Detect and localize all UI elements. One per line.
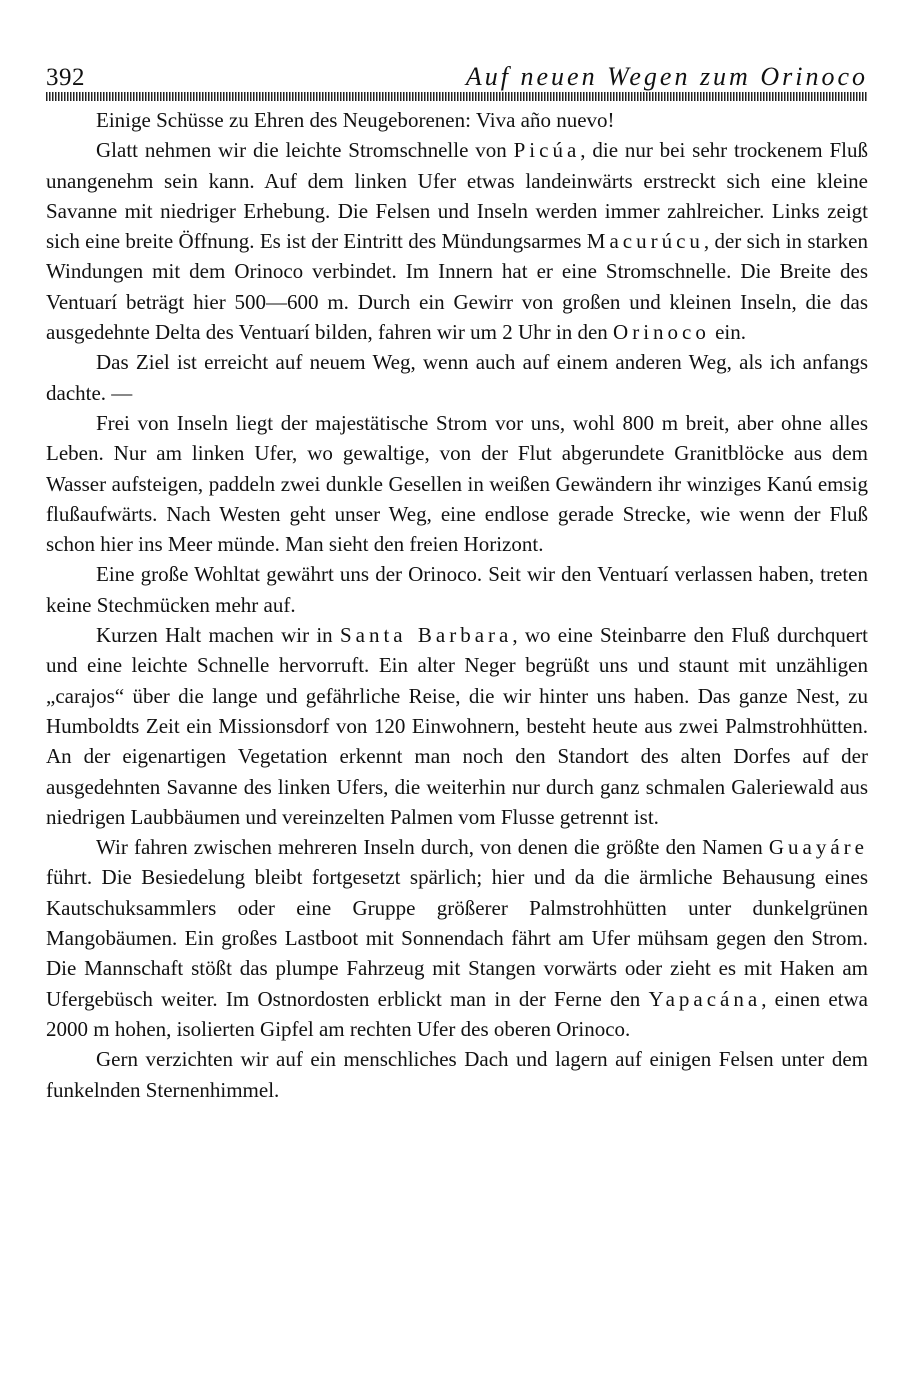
text-run: , einen etwa 2000 m hohen, isolierten Gipfel am rechten Ufer des oberen Orinoco. — [46, 986, 868, 1041]
spaced-name: Guayáre — [768, 835, 868, 860]
text-run: Glatt nehmen wir die leichte Stromschnelle von — [96, 138, 514, 163]
paragraph — [46, 408, 868, 559]
page-number: 392 — [46, 64, 85, 91]
text-run: führt. Die Besiedelung bleibt fortgesetzt spärlich; hier und da die ärmliche Behausung eines Kautschuksammlers oder eine Gruppe größerer Palmstrohhütten unter dunkelgrünen Mangobäumen. Ein großes Lastboot mit Sonnendach fährt am Ufer mühsam gegen den Strom. Die Mannschaft stößt das plumpe Fahrzeug mit Stangen vorwärts oder zieht es mit Haken am Ufergebüsch weiter. Im Ostnordosten erblickt man in der Ferne den — [46, 865, 868, 1011]
text-run: , die nur bei sehr trockenem Fluß unangenehm sein kann. Auf dem linken Ufer etwas landeinwärts erstreckt sich eine kleine Savanne mit niedriger Erhebung. Die Felsen und Inseln werden immer zahlreicher. Links zeigt sich eine breite Öffnung. Es ist der Eintritt des Mündungsarmes — [46, 138, 868, 254]
header-rule — [46, 92, 868, 101]
spaced-name: Macurúcu — [586, 229, 704, 254]
text-run: Frei von Inseln liegt der majestätische Strom vor uns, wohl 800 m breit, aber ohne alles Leben. Nur am linken Ufer, wo gewaltige, von der Flut abgerundete Granitblöcke aus dem Wasser aufsteigen, paddeln zwei dunkle Gesellen in weißen Gewändern ihr winziges Kanú emsig flußaufwärts. Nach Westen geht unser Weg, eine endlose gerade Strecke, wie wenn der Fluß schon hier ins Meer münde. Man sieht den freien Horizont. — [46, 410, 868, 557]
text-run: Gern verzichten wir auf ein menschliches Dach und lagern auf einigen Felsen unter dem funkelnden Sternenhimmel. — [46, 1047, 868, 1102]
paragraph — [46, 135, 868, 347]
paragraph — [46, 105, 868, 135]
text-run: Wir fahren zwischen mehreren Inseln durch, von denen die größte den Namen — [96, 835, 769, 860]
body-text — [46, 105, 868, 1105]
paragraph — [46, 559, 868, 620]
text-run: Das Ziel ist erreicht auf neuem Weg, wenn auch auf einem anderen Weg, als ich anfangs dachte. — — [46, 350, 868, 405]
spaced-name: Yapacána — [648, 986, 762, 1011]
spaced-name: Picúa — [513, 138, 581, 163]
paragraph — [46, 1044, 868, 1105]
spaced-name: Santa Barbara — [339, 623, 513, 648]
paragraph — [46, 347, 868, 408]
book-page — [46, 62, 868, 1105]
text-run: , wo eine Steinbarre den Fluß durchquert und eine leichte Schnelle hervorruft. Ein alter Neger begrüßt uns und staunt mit unzähligen „carajos“ über die lange und gefährliche Reise, die wir hinter uns haben. Das ganze Nest, zu Humboldts Zeit ein Missionsdorf von 120 Einwohnern, besteht heute aus zwei Palmstrohhütten. An der eigenartigen Vegetation erkennt man noch den Standort des alten Dorfes auf der ausgedehnten Savanne des linken Ufers, die weiterhin nur durch ganz schmalen Galeriewald aus niedrigen Laubbäumen und vereinzelten Palmen vom Flusse getrennt ist. — [46, 623, 868, 829]
page-header — [46, 62, 868, 90]
text-run: Eine große Wohltat gewährt uns der Orinoco. Seit wir den Ventuarí verlassen haben, treten keine Stechmücken mehr auf. — [46, 562, 868, 617]
running-title: Auf neuen Wegen zum Orinoco — [465, 62, 868, 91]
text-run: Kurzen Halt machen wir in — [96, 623, 340, 648]
text-run: , der sich in starken Windungen mit dem Orinoco verbindet. Im Innern hat er eine Stromschnelle. Die Breite des Ventuarí beträgt hier 500—600 m. Durch ein Gewirr von großen und kleinen Inseln, die das ausgedehnte Delta des Ventuarí bilden, fahren wir um 2 Uhr in den — [46, 229, 868, 345]
paragraph — [46, 832, 868, 1044]
text-run: ein. — [709, 320, 747, 345]
paragraph — [46, 620, 868, 832]
text-run: Einige Schüsse zu Ehren des Neugeborenen: Viva año nuevo! — [96, 108, 615, 132]
spaced-name: Orinoco — [613, 320, 710, 345]
